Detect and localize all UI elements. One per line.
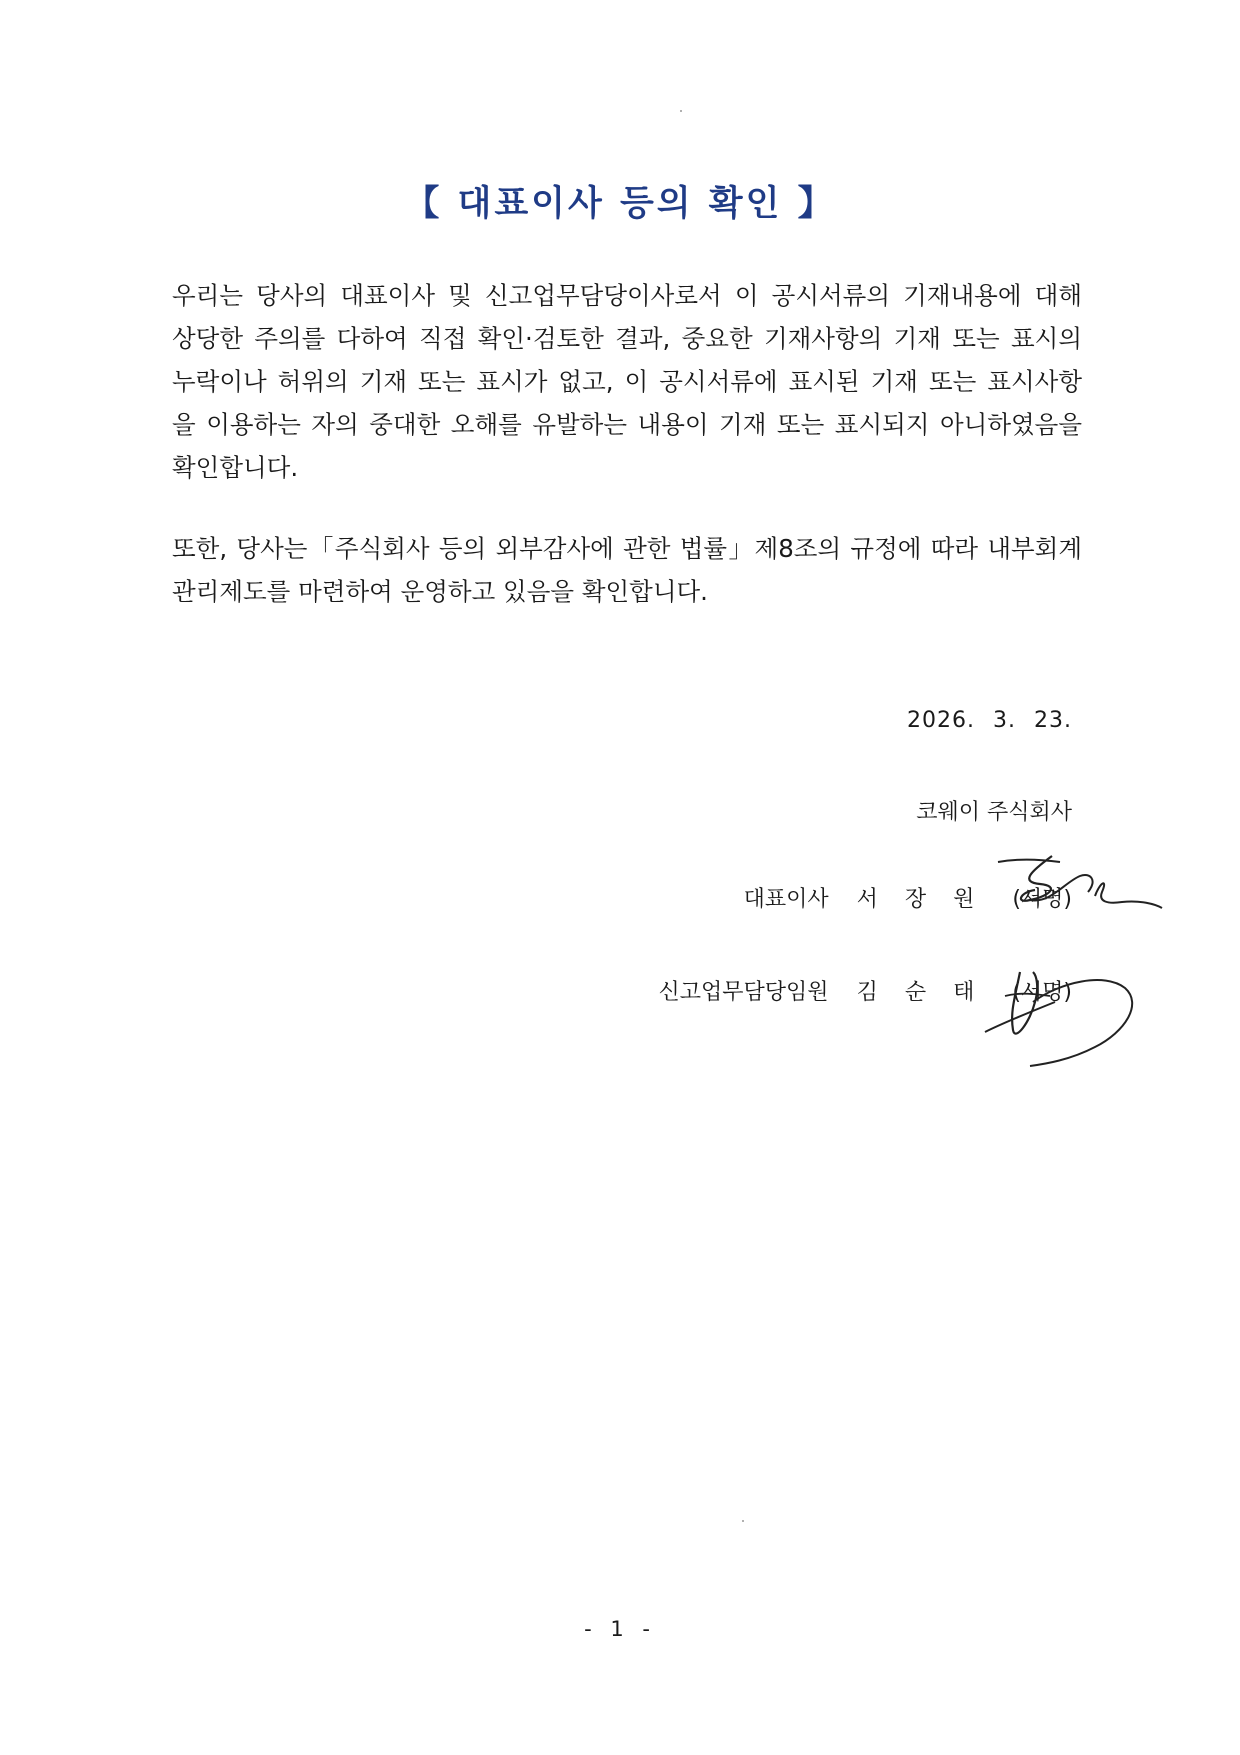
paragraph-line: 상당한 주의를 다하여 직접 확인·검토한 결과, 중요한 기재사항의 기재 또는 표시의 xyxy=(172,324,1082,353)
paragraph-line: 확인합니다. xyxy=(172,453,299,482)
signer-name: 서 장 원 xyxy=(856,887,985,912)
paragraph-line: 우리는 당사의 대표이사 및 신고업무담당이사로서 이 공시서류의 기재내용에 대해 xyxy=(172,281,1082,310)
signer-disclosure-officer xyxy=(659,975,1072,1006)
signer-role: 신고업무담당임원 xyxy=(658,980,829,1005)
document-date: 2026. 3. 23. xyxy=(907,708,1072,733)
scan-speck xyxy=(742,1520,744,1522)
page-number: - 1 - xyxy=(584,1617,656,1641)
paragraph-line: 관리제도를 마련하여 운영하고 있음을 확인합니다. xyxy=(172,577,708,606)
signer-ceo xyxy=(744,882,1072,913)
confirmation-paragraph xyxy=(172,274,1082,489)
paragraph-line: 을 이용하는 자의 중대한 오해를 유발하는 내용이 기재 또는 표시되지 아니하였음을 xyxy=(172,410,1082,439)
signature-label: (서명) xyxy=(1012,887,1072,912)
signature-label: (서명) xyxy=(1012,980,1072,1005)
paragraph-line: 누락이나 허위의 기재 또는 표시가 없고, 이 공시서류에 표시된 기재 또는 표시사항 xyxy=(172,367,1082,396)
signer-role: 대표이사 xyxy=(743,887,829,912)
paragraph-line: 또한, 당사는「주식회사 등의 외부감사에 관한 법률」제8조의 규정에 따라 내부회계 xyxy=(172,534,1082,563)
handwritten-signature-2 xyxy=(975,952,1155,1072)
scan-speck xyxy=(680,110,682,112)
signer-name: 김 순 태 xyxy=(856,980,985,1005)
document-title: 【 대표이사 등의 확인 】 xyxy=(404,184,836,224)
internal-control-paragraph xyxy=(172,527,1082,613)
company-name: 코웨이 주식회사 xyxy=(916,800,1072,825)
